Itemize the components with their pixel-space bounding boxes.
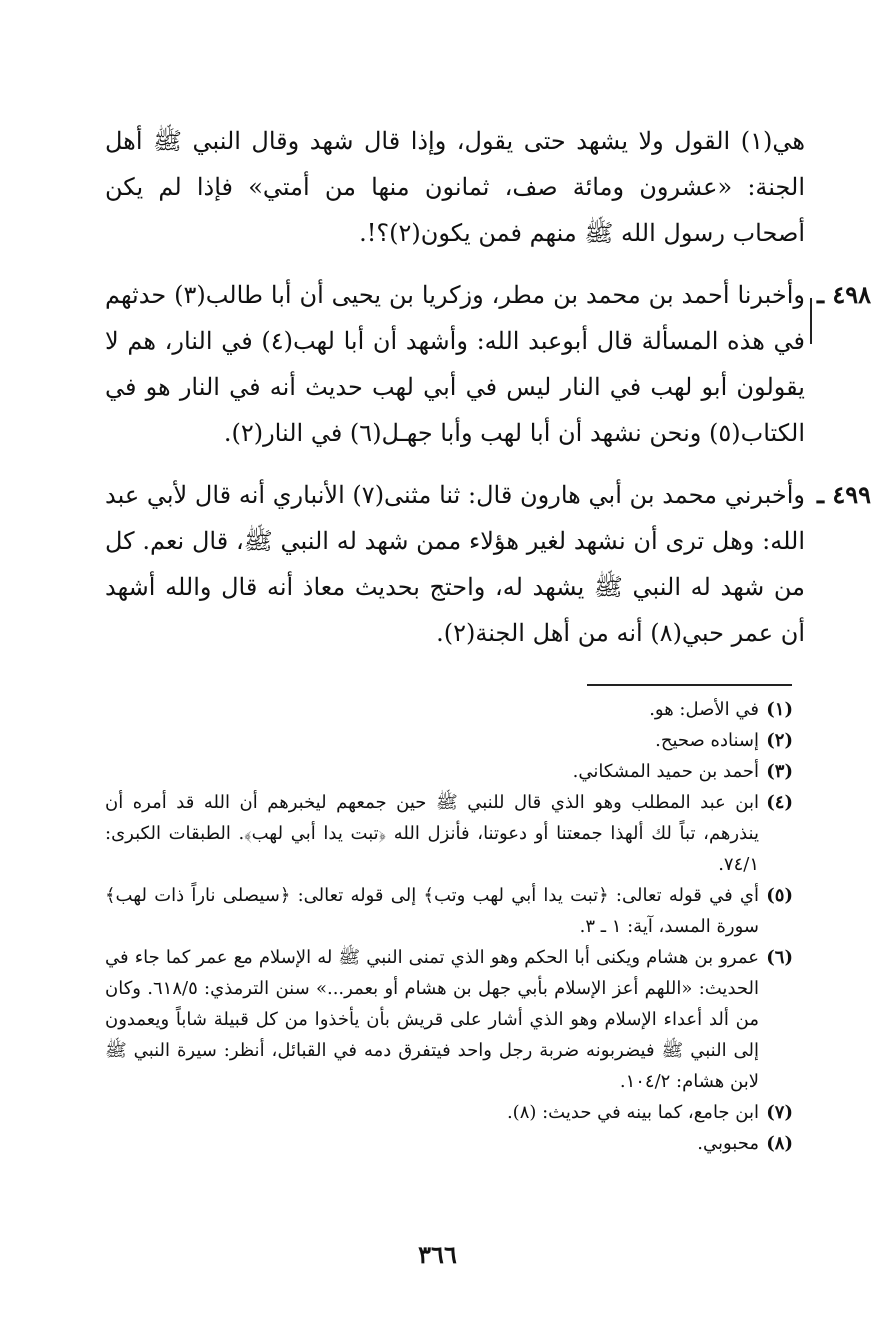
footnote: [105, 1128, 793, 1159]
footnote: [105, 725, 793, 756]
paragraph-continuation: [105, 118, 805, 256]
margin-mark: [810, 298, 812, 344]
footnote-text: أي في قوله تعالى: ﴿تبت يدا أبي لهب وتب﴾ إلى قوله تعالى: ﴿سيصلى ناراً ذات لهب﴾ سورة المسد، آية: ١ ـ ٣.: [105, 885, 759, 937]
paragraph-text: هي(١) القول ولا يشهد حتى يقول، وإذا قال شهد وقال النبي ﷺ أهل الجنة: «عشرون ومائة صف، ثمانون منها من أمتي» فإذا لم يكن أصحاب رسول الله ﷺ منهم فمن يكون(٢)؟!.: [105, 127, 805, 247]
footnote: [105, 942, 793, 1097]
paragraph-number: ٤٩٨ ـ: [816, 280, 871, 309]
footnote-text: في الأصل: هو.: [649, 699, 759, 720]
footnotes: [105, 694, 793, 1159]
footnote-number: (٣): [766, 761, 793, 782]
footnote: [105, 756, 793, 787]
footnote-number: (٤): [766, 792, 793, 813]
paragraph-number: ٤٩٩ ـ: [816, 480, 871, 509]
footnote-text: ابن عبد المطلب وهو الذي قال للنبي ﷺ حين جمعهم ليخبرهم أن الله قد أمره أن ينذرهم، تباً لك ألهذا جمعتنا أو دعوتنا، فأنزل الله ﴿تبت يدا أبي لهب﴾. الطبقات الكبرى: ٧٤/١.: [105, 792, 759, 875]
footnote-text: محبوبي.: [697, 1133, 759, 1154]
footnote: [105, 694, 793, 725]
footnote-number: (٦): [766, 947, 793, 968]
footnote-text: أحمد بن حميد المشكاني.: [572, 761, 759, 782]
paragraph-499: [105, 472, 871, 656]
footnote-number: (٥): [766, 885, 793, 906]
footnote-number: (٧): [766, 1102, 793, 1123]
footnote: [105, 1097, 793, 1128]
footnote-number: (٢): [766, 730, 793, 751]
footnote: [105, 787, 793, 880]
main-text: [105, 118, 871, 672]
footnote-text: ابن جامع، كما بينه في حديث: (٨).: [506, 1102, 759, 1123]
footnote: [105, 880, 793, 942]
paragraph-text: وأخبرنا أحمد بن محمد بن مطر، وزكريا بن يحيى أن أبا طالب(٣) حدثهم في هذه المسألة قال أبوعبد الله: وأشهد أن أبا لهب(٤) في النار، هم لا يقولون أبو لهب في النار ليس في أبي لهب حديث أنه في النار هو في الكتاب(٥) ونحن نشهد أن أبا لهب وأبا جهـل(٦) في النار(٢).: [105, 281, 806, 447]
footnote-text: عمرو بن هشام ويكنى أبا الحكم وهو الذي تمنى النبي ﷺ له الإسلام مع عمر كما جاء في الحديث: «اللهم أعز الإسلام بأبي جهل بن هشام أو بعمر...» سنن الترمذي: ٦١٨/٥. وكان من ألد أعداء الإسلام وهو الذي أشار على قريش بأن يأخذوا من كل قبيلة شاباً ويعمدون إلى النبي ﷺ فيضربونه ضربة رجل واحد فيتفرق دمه في القبائل، أنظر: سيرة النبي ﷺ لابن هشام: ١٠٤/٢.: [105, 947, 759, 1092]
footnote-divider: [587, 684, 792, 686]
footnote-number: (١): [766, 699, 793, 720]
footnote-number: (٨): [766, 1133, 793, 1154]
footnote-text: إسناده صحيح.: [655, 730, 759, 751]
paragraph-498: [105, 272, 871, 456]
page-number: ٣٦٦: [418, 1240, 457, 1269]
paragraph-text: وأخبرني محمد بن أبي هارون قال: ثنا مثنى(٧) الأنباري أنه قال لأبي عبد الله: وهل ترى أن نشهد لغير هؤلاء ممن شهد له النبي ﷺ، قال نعم. كل من شهد له النبي ﷺ يشهد له، واحتج بحديث معاذ أنه قال والله أشهد أن عمر حبي(٨) أنه من أهل الجنة(٢).: [105, 481, 805, 647]
